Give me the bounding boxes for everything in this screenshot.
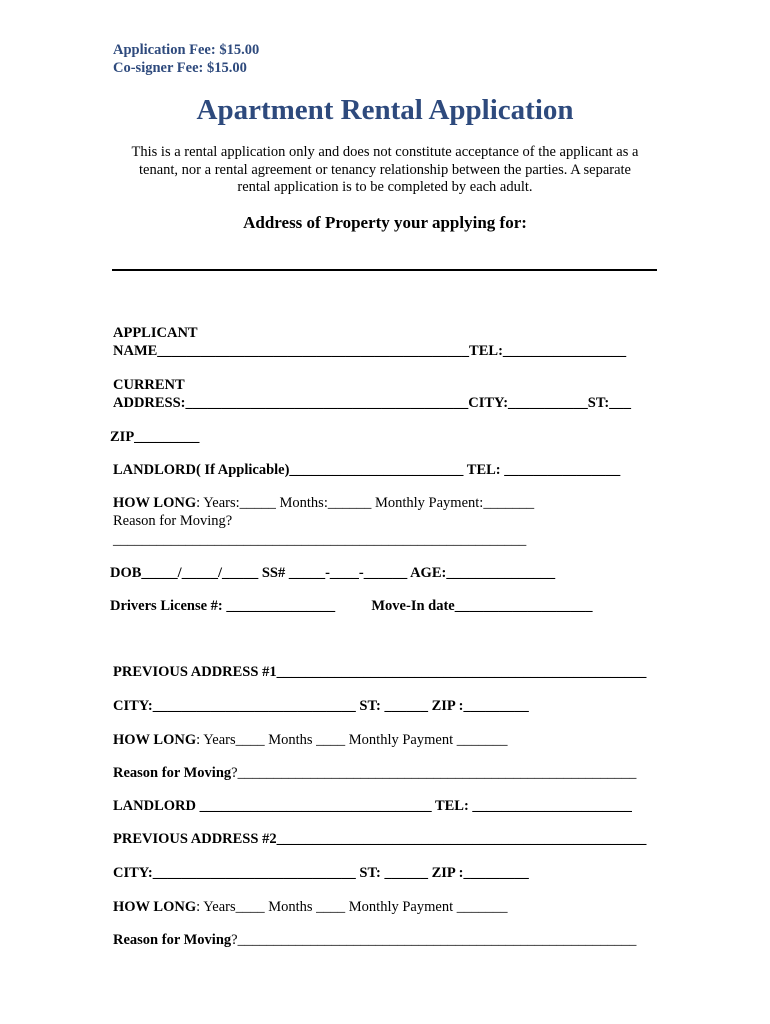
previous-2-reason-label: Reason for Moving bbox=[113, 932, 232, 948]
reason-for-moving-label: Reason for Moving? bbox=[113, 513, 233, 529]
intro-line-3: rental application is to be completed by each adult. bbox=[237, 179, 533, 195]
previous-2-city-field[interactable]: CITY:____________________________ ST: ______ ZIP :_________ bbox=[113, 865, 529, 881]
how-long-inputs[interactable]: : Years:_____ Months:______ Monthly Payment:_______ bbox=[196, 495, 535, 511]
how-long-field[interactable] bbox=[113, 494, 534, 512]
property-address-heading: Address of Property your applying for: bbox=[243, 213, 527, 232]
property-address-field-line[interactable] bbox=[112, 269, 657, 271]
previous-1-how-long-inputs[interactable]: : Years____ Months ____ Monthly Payment _______ bbox=[196, 732, 508, 748]
reason-for-moving-field[interactable]: _________________________________________________________ bbox=[113, 532, 527, 548]
previous-2-how-long-field[interactable] bbox=[113, 898, 508, 916]
intro-line-2: tenant, nor a rental agreement or tenancy relationship between the parties. A separate bbox=[139, 161, 631, 178]
previous-2-how-long-inputs[interactable]: : Years____ Months ____ Monthly Payment _______ bbox=[196, 899, 508, 915]
how-long-label: HOW LONG bbox=[113, 495, 197, 511]
page-title: Apartment Rental Application bbox=[196, 94, 574, 126]
previous-1-how-long-label: HOW LONG bbox=[113, 732, 197, 748]
applicant-label: APPLICANT bbox=[113, 325, 198, 341]
previous-1-how-long-field[interactable] bbox=[113, 731, 508, 749]
previous-1-reason-label: Reason for Moving bbox=[113, 765, 232, 781]
previous-2-how-long-label: HOW LONG bbox=[113, 899, 197, 915]
dob-ss-age-field[interactable]: DOB_____/_____/_____ SS# _____-____-______ AGE:_______________ bbox=[110, 565, 556, 581]
previous-2-reason-input[interactable]: ?_______________________________________________________ bbox=[231, 932, 637, 948]
previous-2-reason-field[interactable] bbox=[113, 931, 636, 949]
previous-address-1-field[interactable]: PREVIOUS ADDRESS #1___________________________________________________ bbox=[113, 664, 647, 680]
previous-1-reason-field[interactable] bbox=[113, 764, 636, 782]
zip-field[interactable]: ZIP_________ bbox=[110, 429, 200, 445]
license-movein-field[interactable]: Drivers License #: _______________ Move-In date___________________ bbox=[110, 598, 593, 614]
current-address-field[interactable]: ADDRESS:_______________________________________CITY:___________ST:___ bbox=[113, 395, 632, 411]
application-fee: Application Fee: $15.00 bbox=[113, 42, 260, 58]
previous-1-reason-input[interactable]: ?_______________________________________________________ bbox=[231, 765, 637, 781]
intro-line-1: This is a rental application only and does not constitute acceptance of the applicant as a bbox=[131, 144, 639, 160]
landlord-field[interactable]: LANDLORD( If Applicable)________________________ TEL: ________________ bbox=[113, 462, 621, 478]
previous-1-city-field[interactable]: CITY:____________________________ ST: ______ ZIP :_________ bbox=[113, 698, 529, 714]
current-label: CURRENT bbox=[113, 377, 185, 393]
intro-paragraph bbox=[108, 144, 662, 197]
cosigner-fee: Co-signer Fee: $15.00 bbox=[113, 60, 247, 76]
applicant-name-tel-field[interactable]: NAME___________________________________________TEL:_________________ bbox=[113, 343, 627, 359]
previous-address-2-field[interactable]: PREVIOUS ADDRESS #2___________________________________________________ bbox=[113, 831, 647, 847]
fee-block bbox=[113, 41, 259, 77]
previous-1-landlord-field[interactable]: LANDLORD ________________________________ TEL: ______________________ bbox=[113, 798, 632, 814]
